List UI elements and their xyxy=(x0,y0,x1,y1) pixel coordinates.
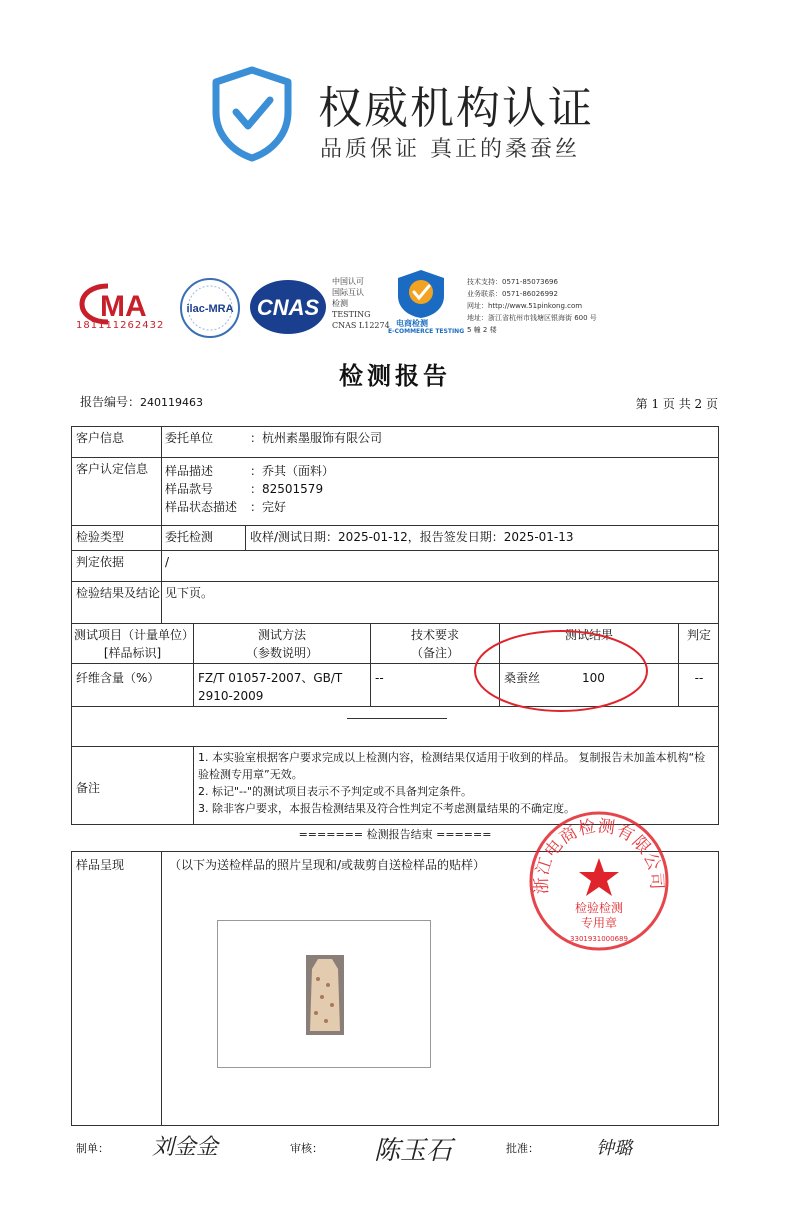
cnas-accreditation-text xyxy=(332,276,390,331)
header-judge: 判定 xyxy=(686,628,711,642)
dates-value: 收样/测试日期：2025-01-12，报告签发日期：2025-01-13 xyxy=(250,530,574,544)
contact-line: 技术支持：0571-85073696 xyxy=(467,278,558,286)
sample-desc-label: 样品描述 xyxy=(165,464,214,478)
client-row xyxy=(71,426,719,457)
report-number-label: 报告编号： xyxy=(80,395,141,409)
ilac-logo-text: ilac-MRA xyxy=(186,303,234,315)
inspection-type-row xyxy=(71,525,719,550)
end-divider xyxy=(347,718,447,719)
inspection-stamp xyxy=(528,810,670,952)
header-result: 测试结果 xyxy=(564,628,613,642)
cnas-line: 检测 xyxy=(332,299,348,308)
stamp-star-icon xyxy=(579,858,619,896)
sample-show-label: 样品呈现 xyxy=(76,858,125,872)
header-item xyxy=(72,624,193,663)
contact-line: 地址：浙江省杭州市钱塘区银海街 600 号 xyxy=(467,314,597,322)
ecommerce-testing-en: E-COMMERCE TESTING xyxy=(388,328,465,335)
approve-signature: 钟璐 xyxy=(596,1138,632,1159)
basis-row xyxy=(71,550,719,581)
sample-info-row xyxy=(71,457,719,525)
stamp-ring-text: 浙江电商检测有限公司 xyxy=(531,816,667,895)
header-item-text: 测试项目（计量单位） xyxy=(74,628,195,642)
result-value: 见下页。 xyxy=(165,586,214,600)
header-method-text: 测试方法 xyxy=(257,628,306,642)
review-label: 审核： xyxy=(290,1142,323,1155)
remarks-label: 备注 xyxy=(76,781,101,795)
cnas-line: TESTING xyxy=(332,310,371,319)
cnas-line: CNAS L12274 xyxy=(332,321,390,330)
result-row xyxy=(71,581,719,623)
data-requirement: -- xyxy=(375,671,384,685)
cma-number: 181111262432 xyxy=(76,320,165,331)
sample-no-value: ：82501579 xyxy=(250,482,324,496)
sample-state-value: ：完好 xyxy=(250,500,287,514)
data-value: 100 xyxy=(582,671,605,685)
report-end-mark: ======= 检测报告结束 ====== xyxy=(298,828,492,841)
contact-line: 5 幢 2 楼 xyxy=(467,326,497,334)
certification-logos xyxy=(74,268,724,340)
basis-value: / xyxy=(165,555,170,569)
approve-label: 批准： xyxy=(506,1142,539,1155)
shield-check-icon xyxy=(210,66,294,162)
sample-photo-frame xyxy=(217,920,431,1068)
sample-garment-image xyxy=(306,955,344,1035)
sample-show-note: （以下为送检样品的照片呈现和/或裁剪自送检样品的贴样） xyxy=(169,858,486,872)
maker-signature: 刘金金 xyxy=(152,1135,219,1160)
sample-no-label: 样品款号 xyxy=(165,482,214,496)
page-info: 第 1 页 共 2 页 xyxy=(635,397,718,411)
result-highlight-ellipse xyxy=(472,628,650,714)
client-sub-label: 委托单位 xyxy=(165,431,214,445)
header-item-sub: [样品标识] xyxy=(103,646,162,660)
banner-subtitle: 品质保证 真正的桑蚕丝 xyxy=(320,137,580,162)
type-label: 检验类型 xyxy=(76,530,125,544)
cnas-line: 国际互认 xyxy=(332,288,364,297)
contact-line: 网址：http://www.51pinkong.com xyxy=(467,302,583,310)
report-number xyxy=(80,393,203,410)
ecommerce-testing-logo-icon xyxy=(392,268,450,320)
data-fiber: 桑蚕丝 xyxy=(504,671,541,685)
contact-line: 业务联系：0571-86026992 xyxy=(467,290,558,298)
stamp-center-line2: 专用章 xyxy=(580,916,618,930)
maker-label: 制单： xyxy=(76,1142,109,1155)
data-item: 纤维含量（%） xyxy=(76,671,160,685)
banner-title: 权威机构认证 xyxy=(318,83,594,134)
client-label: 客户信息 xyxy=(76,431,125,445)
basis-label: 判定依据 xyxy=(76,555,125,569)
cnas-logo-text: CNAS xyxy=(256,295,320,320)
cnas-line: 中国认可 xyxy=(332,277,364,286)
report-title: 检测报告 xyxy=(339,361,451,390)
header-method-sub: （参数说明） xyxy=(245,646,318,660)
client-value: ：杭州素墨服饰有限公司 xyxy=(250,431,383,445)
sample-desc-value: ：乔其（面料） xyxy=(250,464,335,478)
header-banner xyxy=(0,0,790,240)
confirm-label: 客户认定信息 xyxy=(76,462,149,476)
stamp-number: 3301931000689 xyxy=(570,935,628,943)
report-number-value: 240119463 xyxy=(140,396,204,409)
data-judge: -- xyxy=(694,671,704,685)
type-value: 委托检测 xyxy=(165,530,214,544)
data-method: FZ/T 01057-2007、GB/T 2910-2009 xyxy=(198,671,343,703)
remark-item: 1. 本实验室根据客户要求完成以上检测内容，检测结果仅适用于收到的样品。 复制报告未加盖本机构“检验检测专用章”无效。 xyxy=(198,751,706,781)
review-signature: 陈玉石 xyxy=(374,1136,453,1166)
cma-logo-text: MA xyxy=(100,290,147,323)
signature-row xyxy=(76,1130,716,1170)
ilac-mra-logo xyxy=(178,276,242,340)
sample-state-label: 样品状态描述 xyxy=(165,500,238,514)
remark-item: 3. 除非客户要求，本报告检测结果及符合性判定不考虑测量结果的不确定度。 xyxy=(198,802,575,815)
stamp-center-line1: 检验检测 xyxy=(574,901,624,915)
header-req-sub: （备注） xyxy=(410,646,459,660)
header-method xyxy=(194,624,370,663)
remark-item: 2. 标记"--"的测试项目表示不予判定或不具备判定条件。 xyxy=(198,785,473,798)
result-label: 检验结果及结论 xyxy=(76,586,161,600)
contact-info xyxy=(467,276,597,336)
ecommerce-testing-name: 电商检测 xyxy=(396,319,428,328)
header-req-text: 技术要求 xyxy=(410,628,459,642)
cnas-logo xyxy=(248,278,328,336)
